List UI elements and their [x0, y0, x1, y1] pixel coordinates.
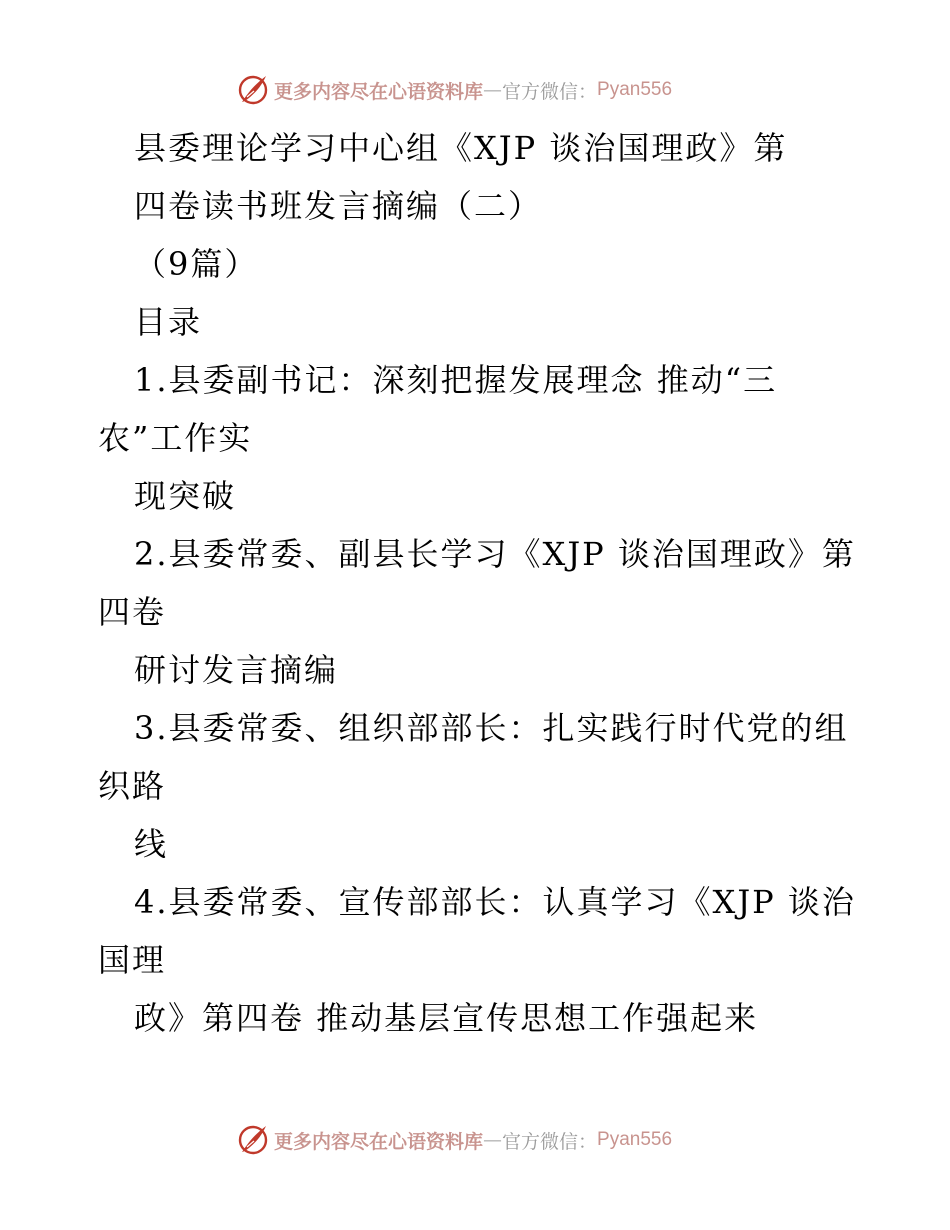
watermark-banner-top	[0, 70, 950, 110]
watermark-main-text: 更多内容尽在心语资料库	[274, 80, 484, 103]
toc-heading: 目录	[134, 303, 203, 341]
feather-pen-logo-icon	[236, 1123, 270, 1157]
watermark-dash: —	[483, 1129, 503, 1151]
watermark-wechat-label: 官方微信：	[502, 80, 598, 103]
document-title-line-1: 县委理论学习中心组《XJP 谈治国理政》第	[134, 129, 788, 167]
article-count: （9篇）	[134, 245, 259, 283]
toc-item-1-line-3: 现突破	[134, 477, 237, 515]
toc-item-3-line-2: 织路	[98, 767, 167, 805]
watermark-banner-bottom	[0, 1120, 950, 1160]
watermark-wechat-id: Pyan556	[597, 1129, 673, 1150]
watermark-content	[236, 70, 672, 110]
toc-item-3-line-1: 3.县委常委、组织部部长：扎实践行时代党的组	[134, 709, 849, 747]
toc-item-3-line-3: 线	[134, 825, 169, 863]
watermark-wechat-label: 官方微信：	[502, 1130, 598, 1153]
toc-item-4-line-2: 国理	[98, 941, 167, 979]
document-title-line-2: 四卷读书班发言摘编（二）	[134, 187, 543, 225]
toc-item-4-line-3: 政》第四卷 推动基层宣传思想工作强起来	[134, 999, 759, 1037]
watermark-main-text: 更多内容尽在心语资料库	[274, 1130, 484, 1153]
toc-item-4-line-1: 4.县委常委、宣传部部长：认真学习《XJP 谈治	[134, 883, 856, 921]
watermark-dash: —	[483, 79, 503, 101]
toc-item-2-line-2: 四卷	[98, 593, 167, 631]
toc-item-1-line-2: 农”工作实	[98, 419, 253, 457]
toc-item-2-line-3: 研讨发言摘编	[134, 651, 339, 689]
toc-item-1-line-1: 1.县委副书记：深刻把握发展理念 推动“三	[134, 361, 778, 399]
toc-item-2-line-1: 2.县委常委、副县长学习《XJP 谈治国理政》第	[134, 535, 856, 573]
feather-pen-logo-icon	[236, 73, 270, 107]
watermark-content	[236, 1120, 672, 1160]
watermark-wechat-id: Pyan556	[597, 79, 673, 100]
